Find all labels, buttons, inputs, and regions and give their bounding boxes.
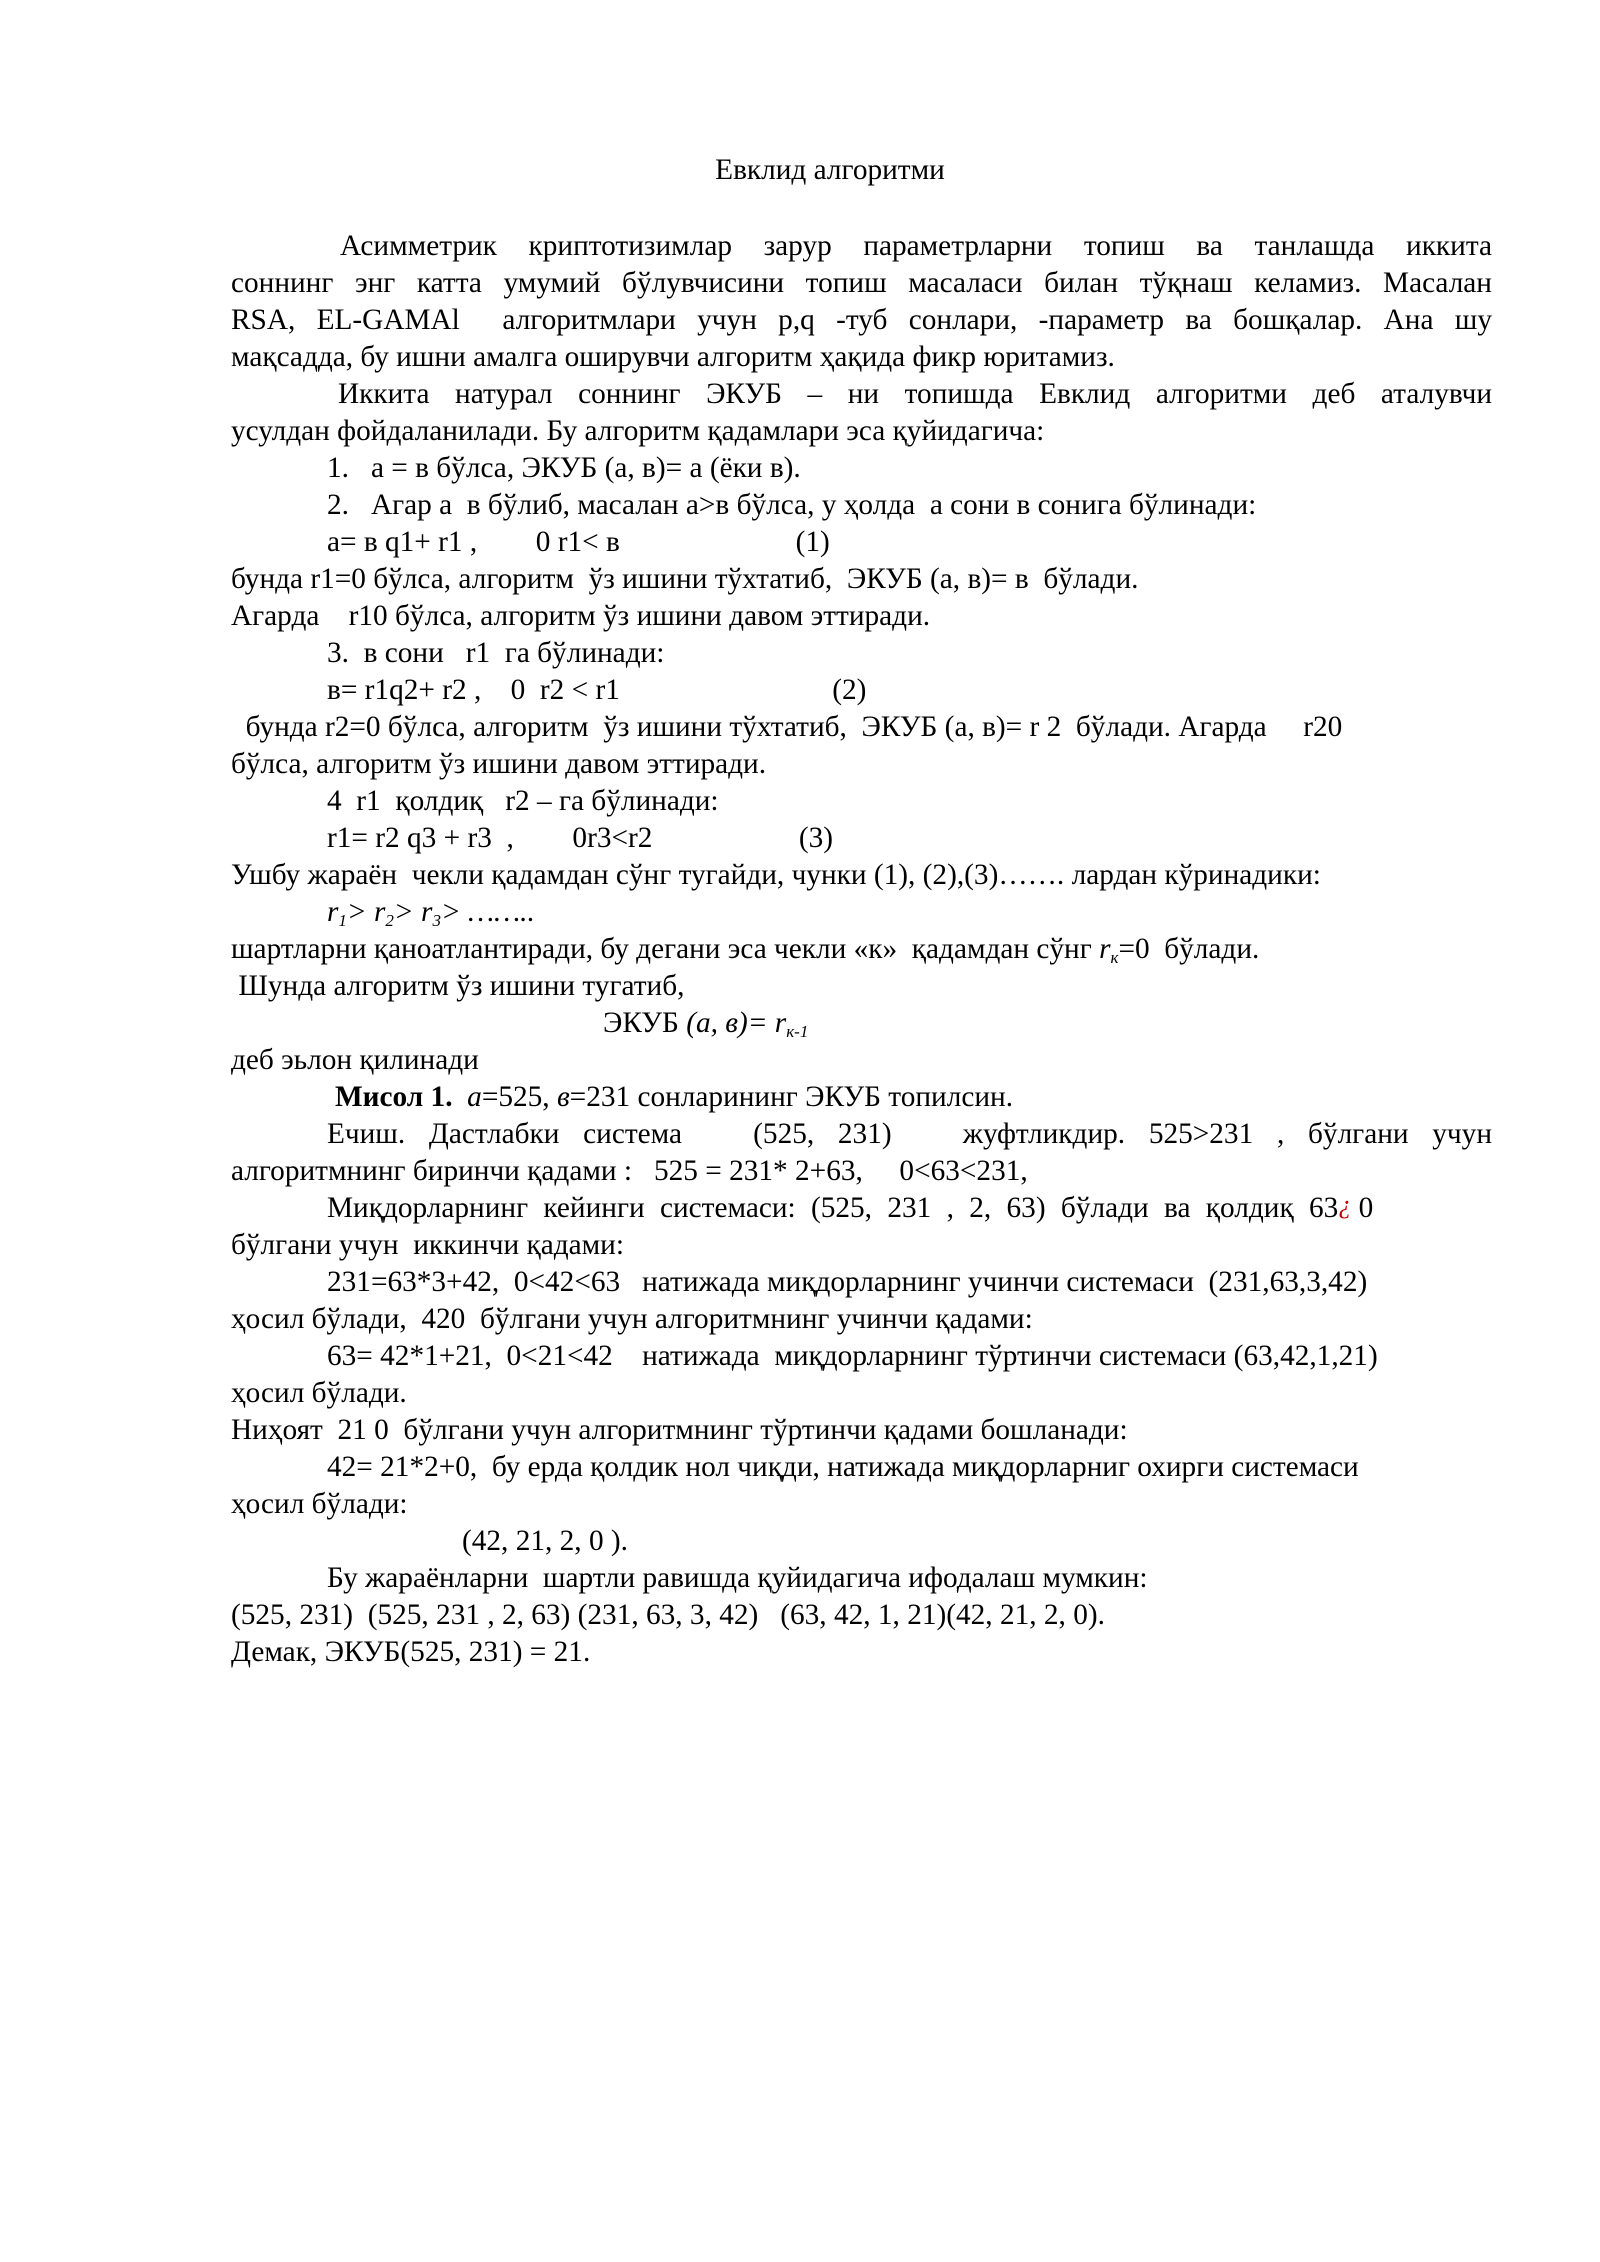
step-2: 2. Агар а в бўлиб, масалан a>в бўлса, у ҳолда а сони в сонига бўлинади: [327,489,1257,521]
solution-line-2: алгоритмнинг биринчи қадами : 525 = 231* 2+63, 0<63<231, [231,1155,1028,1187]
step-4: 4 r1 қолдиқ r2 – га бўлинади: [327,785,719,817]
fourth-system-line-2: ҳосил бўлади. [231,1377,407,1409]
formula-1: a= в q1+ r1 , 0 r1< в (1) [327,526,830,558]
paragraph-method-line-2: усулдан фойдаланилади. Бу алгоритм қадамлари эса қуйидагича: [231,415,1045,447]
fourth-system-line-1: 63= 42*1+21, 0<21<42 натижада миқдорларнинг тўртинчи системаси (63,42,1,21) [327,1340,1378,1372]
page-title: Евклид алгоритми [715,154,945,186]
gcd-result-formula: ЭКУБ (а, $в)= r_{к-1}$ [603,1007,809,1041]
conditions-satisfied: шартларни қаноатлантиради, бу дегани эса чекли «к» қадамдан сўнг $r_к=0$ бўлади. [231,933,1260,967]
fourth-step-start: Ниҳоят 21 0 бўлгани учун алгоритмнинг тўртинчи қадами бошланади: [231,1414,1128,1446]
algorithm-end: Шунда алгоритм ўз ишини тугатиб, [231,970,685,1002]
condition-r2-line-2: бўлса, алгоритм ўз ишини давом эттиради. [231,748,767,780]
third-system-line-1: 231=63*3+42, 0<42<63 натижада миқдорларнинг учинчи системаси (231,63,3,42) [327,1266,1368,1298]
finiteness-statement: Ушбу жараён чекли қадамдан сўнг тугайди, чунки (1), (2),(3)……. лардан кўринадики: [231,859,1321,891]
next-system-line-1: Миқдорларнинг кейинги системаси: (525, 231 , 2, 63) бўлади ва қолдиқ 63¿ 0 [327,1190,1374,1224]
last-system-line-2: ҳосил бўлади: [231,1488,408,1520]
condition-r1-nonzero: Агарда r10 бўлса, алгоритм ўз ишини давом эттиради. [231,600,931,632]
declared-line: деб эьлон қилинади [231,1044,479,1076]
solution-line-1: Ечиш. Дастлабки система (525, 231) жуфтликдир. 525>231 , бўлгани учун [327,1118,1492,1150]
paragraph-intro-line-4: мақсадда, бу ишни амалга оширувчи алгоритм ҳақида фикр юритамиз. [231,341,1115,373]
condition-r1-zero: бунда r1=0 бўлса, алгоритм ўз ишини тўхтатиб, ЭКУБ (а, в)= в бўлади. [231,563,1139,595]
paragraph-intro-line-1: Асимметрик криптотизимлар зарур параметрларни топиш ва танлашда иккита [340,230,1492,262]
condition-r2-line-1: бунда r2=0 бўлса, алгоритм ўз ишини тўхтатиб, ЭКУБ (а, в)= r 2 бўлади. Агарда r20 [231,711,1343,743]
final-result: Демак, ЭКУБ(525, 231) = 21. [231,1636,591,1668]
inserted-symbol-mark: ¿ [1338,1190,1352,1219]
formula-3: r1= r2 q3 + r3 , 0r3<r2 (3) [327,822,834,854]
paragraph-intro-line-3: RSA, EL-GAMAl алгоритмлари учун p,q -туб сонлари, -параметр ва бошқалар. Ана шу [231,304,1492,336]
systems-chain: (525, 231) (525, 231 , 2, 63) (231, 63, 3, 42) (63, 42, 1, 21)(42, 21, 2, 0). [231,1599,1105,1631]
last-system-line-1: 42= 21*2+0, бу ерда қолдик нол чиқди, натижада миқдорларниг охирги системаси [327,1451,1359,1483]
step-3: 3. в сони r1 га бўлинади: [327,637,665,669]
third-system-line-2: ҳосил бўлади, 420 бўлгани учун алгоритмнинг учинчи қадами: [231,1303,1033,1335]
process-summary: Бу жараёнларни шартли равишда қуйидагича ифодалаш мумкин: [327,1562,1148,1594]
next-system-line-2: бўлгани учун иккинчи қадами: [231,1229,624,1261]
final-system: (42, 21, 2, 0 ). [462,1525,628,1557]
remainder-sequence: $r_1> r_2> r_3>$ …….. [327,896,535,930]
paragraph-method-line-1: Иккита натурал соннинг ЭКУБ – ни топишда Евклид алгоритми деб аталувчи [338,378,1492,410]
paragraph-intro-line-2: соннинг энг катта умумий бўлувчисини топиш масаласи билан тўқнаш келамиз. Масалан [231,267,1492,299]
step-1: 1. a = в бўлса, ЭКУБ (а, в)= а (ёки в). [327,452,801,484]
formula-2: в= r1q2+ r2 , 0 r2 < r1 (2) [327,674,867,706]
example-heading: Мисол 1. а=525, в=231 сонларининг ЭКУБ топилсин. [335,1081,1014,1113]
